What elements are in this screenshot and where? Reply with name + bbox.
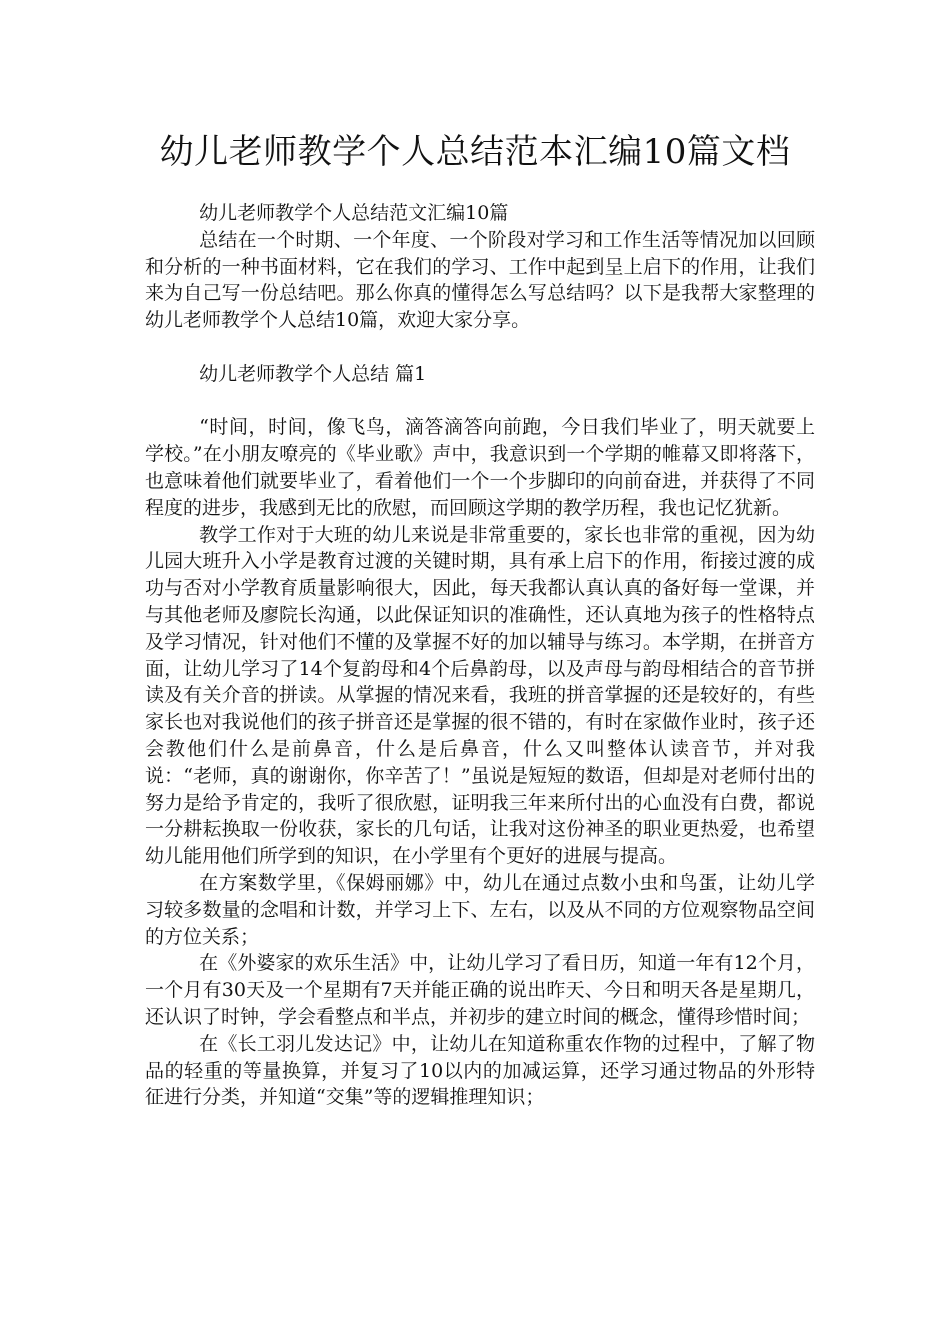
body-paragraph: 在方案数学里，《保姆丽娜》中，幼儿在通过点数小虫和鸟蛋，让幼儿学习较多数量的念唱和计数，并学习上下、左右，以及从不同的方位观察物品空间的方位关系； [145, 871, 815, 948]
intro-paragraph: 总结在一个时期、一个年度、一个阶段对学习和工作生活等情况加以回顾和分析的一种书面材料，它在我们的学习、工作中起到呈上启下的作用，让我们来为自己写一份总结吧。那么你真的懂得怎么写总结吗？以下是我帮大家整理的幼儿老师教学个人总结10篇，欢迎大家分享。 [145, 228, 815, 332]
body-paragraph: 教学工作对于大班的幼儿来说是非常重要的，家长也非常的重视，因为幼儿园大班升入小学是教育过渡的关键时期，具有承上启下的作用，衔接过渡的成功与否对小学教育质量影响很大，因此，每天我都认真认真的备好每一堂课，并与其他老师及廖院长沟通，以此保证知识的准确性，还认真地为孩子的性格特点及学习情况，针对他们不懂的及掌握不好的加以辅导与练习。本学期，在拼音方面，让幼儿学习了14个复韵母和4个后鼻韵母，以及声母与韵母相结合的音节拼读及有关介音的拼读。从掌握的情况来看，我班的拼音掌握的还是较好的，有些家长也对我说他们的孩子拼音还是掌握的很不错的，有时在家做作业时，孩子还会教他们什么是前鼻音，什么是后鼻音，什么又叫整体认读音节，并对我说：“老师，真的谢谢你，你辛苦了！”虽说是短短的数语，但却是对老师付出的努力是给予肯定的，我听了很欣慰，证明我三年来所付出的心血没有白费，都说一分耕耘换取一份收获，家长的几句话，让我对这份神圣的职业更热爱，也希望幼儿能用他们所学到的知识，在小学里有个更好的进展与提高。 [145, 523, 815, 868]
body-paragraph: 在《长工羽儿发达记》中，让幼儿在知道称重农作物的过程中，了解了物品的轻重的等量换算，并复习了10以内的加减运算，还学习通过物品的外形特征进行分类，并知道“交集”等的逻辑推理知识； [145, 1032, 815, 1109]
document-title: 幼儿老师教学个人总结范本汇编10篇文档 [159, 132, 791, 172]
subtitle: 幼儿老师教学个人总结范文汇编10篇 [199, 202, 509, 224]
body-paragraph: 在《外婆家的欢乐生活》中，让幼儿学习了看日历，知道一年有12个月，一个月有30天及一个星期有7天并能正确的说出昨天、今日和明天各是星期几，还认识了时钟，学会看整点和半点，并初步的建立时间的概念，懂得珍惜时间； [145, 952, 815, 1028]
document-body [145, 200, 815, 1111]
spacer [145, 388, 815, 415]
section-heading: 幼儿老师教学个人总结 篇1 [199, 362, 427, 385]
spacer [145, 334, 815, 361]
body-paragraph: “时间，时间，像飞鸟，滴答滴答向前跑，今日我们毕业了，明天就要上学校。”在小朋友嘹亮的《毕业歌》声中，我意识到一个学期的帷幕又即将落下，也意味着他们就要毕业了，看着他们一个一个步脚印的向前奋进，并获得了不同程度的进步，我感到无比的欣慰，而回顾这学期的教学历程，我也记忆犹新。 [145, 416, 815, 519]
